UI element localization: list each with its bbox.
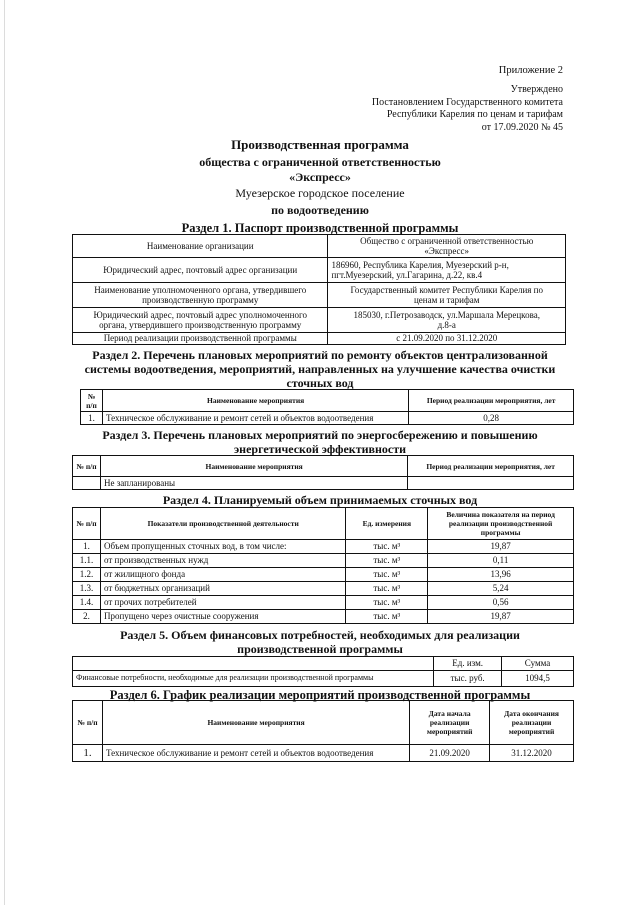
table-cell	[328, 235, 566, 258]
table-cell: от бюджетных организаций	[100, 582, 345, 596]
table-row	[73, 308, 566, 333]
table-row	[81, 412, 574, 425]
col-header: Наименование мероприятия	[102, 390, 408, 412]
table-row	[73, 745, 574, 762]
table-cell: тыс. руб.	[434, 671, 502, 687]
table-cell: Не запланированы	[100, 477, 407, 490]
cell-line: органа, утвердившего производственную программу	[99, 320, 302, 330]
table-cell: Пропущено через очистные сооружения	[100, 610, 345, 624]
cell-line: ценам и тарифам	[413, 295, 480, 305]
table-row	[73, 610, 574, 624]
section2-heading	[0, 348, 640, 390]
approval-block	[372, 84, 563, 134]
table-cell: Техническое обслуживание и ремонт сетей и объектов водоотведения	[102, 412, 408, 425]
heading-line: системы водоотведения, мероприятий, направленных на улучшение качества очистки	[84, 362, 556, 376]
schedule-table	[72, 700, 574, 762]
col-header: Наименование мероприятия	[100, 456, 407, 477]
table-cell: Юридический адрес, почтовый адрес организации	[73, 258, 328, 283]
table-cell: тыс. м³	[346, 554, 428, 568]
col-header: Сумма	[502, 657, 574, 671]
table-cell: 31.12.2020	[490, 745, 574, 762]
section6-heading: Раздел 6. График реализации мероприятий производственной программы	[109, 688, 531, 702]
financial-needs-table	[72, 656, 574, 687]
energy-measures-table	[72, 455, 574, 490]
table-cell: 19,87	[428, 540, 574, 554]
table-cell: тыс. м³	[346, 540, 428, 554]
table-header-row	[73, 701, 574, 745]
table-cell: Наименование организации	[73, 235, 328, 258]
table-cell: 19,87	[428, 610, 574, 624]
cell-line: 185030, г.Петрозаводск, ул.Маршала Мерецкова,	[353, 309, 540, 320]
table-cell: тыс. м³	[346, 582, 428, 596]
cell-line: Юридический адрес, почтовый адрес уполномоченного	[93, 309, 307, 320]
table-cell: от жилищного фонда	[100, 568, 345, 582]
table-cell: 13,96	[428, 568, 574, 582]
approval-line: Республики Карелия по ценам и тарифам	[386, 109, 563, 120]
table-row	[73, 258, 566, 283]
approved-label: Утверждено	[510, 84, 563, 95]
approval-line: Постановлением Государственного комитета	[371, 96, 563, 108]
table-cell: 5,24	[428, 582, 574, 596]
section1-heading: Раздел 1. Паспорт производственной программы	[181, 221, 459, 235]
col-header: Ед. измерения	[346, 508, 428, 540]
col-header: Ед. изм.	[434, 657, 502, 671]
table-header-row	[73, 456, 574, 477]
table-cell: 2.	[73, 610, 101, 624]
table-cell: от производственных нужд	[100, 554, 345, 568]
table-cell	[328, 308, 566, 333]
cell-line: производственную программу	[142, 295, 259, 305]
appendix-label: Приложение 2	[498, 65, 563, 76]
table-cell: 0,56	[428, 596, 574, 610]
col-header: Величина показателя на период реализации производственной программы	[428, 508, 574, 540]
table-cell: 1.4.	[73, 596, 101, 610]
section4-heading: Раздел 4. Планируемый объем принимаемых сточных вод	[162, 493, 478, 507]
table-row	[73, 477, 574, 490]
col-header: Период реализации мероприятия, лет	[409, 390, 574, 412]
title-service: по водоотведению	[271, 203, 369, 217]
cell-line: «Экспресс»	[424, 246, 470, 256]
table-row	[73, 582, 574, 596]
table-cell: 1.	[73, 745, 103, 762]
col-header: № п/п	[73, 456, 101, 477]
heading-line: Раздел 5. Объем финансовых потребностей, необходимых для реализации	[120, 628, 520, 642]
table-cell: 1094,5	[502, 671, 574, 687]
cell-line: Государственный комитет Республики Карелия по	[350, 284, 543, 295]
col-header: Показатели производственной деятельности	[100, 508, 345, 540]
table-row	[73, 333, 566, 345]
col-header: Дата окончания реализации мероприятий	[490, 701, 574, 745]
table-header-row	[81, 390, 574, 412]
document-title: Производственная программа	[231, 137, 409, 152]
cell-line: пгт.Муезерский, ул.Гагарина, д.22, кв.4	[331, 270, 483, 280]
table-cell: Финансовые потребности, необходимые для реализации производственной программы	[73, 671, 434, 687]
table-cell: тыс. м³	[346, 610, 428, 624]
table-cell	[328, 258, 566, 283]
table-cell: Период реализации производственной программы	[73, 333, 328, 345]
table-cell: 1.	[73, 540, 101, 554]
table-row	[73, 671, 574, 687]
heading-line: Раздел 2. Перечень плановых мероприятий по ремонту объектов централизованной	[92, 348, 548, 362]
table-cell	[73, 283, 328, 308]
table-cell: от прочих потребителей	[100, 596, 345, 610]
table-header-row	[73, 508, 574, 540]
table-cell	[73, 657, 434, 671]
table-row	[73, 235, 566, 258]
table-row	[73, 568, 574, 582]
section3-heading	[0, 428, 640, 456]
table-cell	[328, 283, 566, 308]
cell-line: 186960, Республика Карелия, Муезерский р-н,	[331, 259, 509, 270]
table-row	[73, 540, 574, 554]
table-cell: 0,28	[409, 412, 574, 425]
col-header: № п/п	[81, 390, 103, 412]
col-header: Наименование мероприятия	[102, 701, 409, 745]
table-cell	[408, 477, 574, 490]
table-cell	[73, 308, 328, 333]
table-header-row	[73, 657, 574, 671]
table-cell: тыс. м³	[346, 568, 428, 582]
title-org-name: «Экспресс»	[289, 170, 351, 184]
table-cell: 1.1.	[73, 554, 101, 568]
heading-line: энергетической эффективности	[233, 442, 407, 456]
approval-line: от 17.09.2020 № 45	[481, 121, 563, 133]
table-cell: 0,11	[428, 554, 574, 568]
cell-line: д.8-а	[437, 320, 456, 330]
title-settlement: Муезерское городское поселение	[235, 186, 405, 200]
table-cell: Объем пропущенных сточных вод, в том числе:	[100, 540, 345, 554]
table-row	[73, 596, 574, 610]
heading-line: сточных вод	[286, 376, 354, 390]
passport-table	[72, 234, 566, 345]
wastewater-volume-table	[72, 507, 574, 624]
title-org-line: общества с ограниченной ответственностью	[199, 155, 441, 169]
cell-line: Общество с ограниченной ответственностью	[360, 235, 534, 246]
table-row	[73, 283, 566, 308]
table-cell: Техническое обслуживание и ремонт сетей и объектов водоотведения	[102, 745, 409, 762]
table-cell: 1.	[81, 412, 103, 425]
col-header: № п/п	[73, 508, 101, 540]
table-cell: 1.3.	[73, 582, 101, 596]
table-cell: 1.2.	[73, 568, 101, 582]
table-cell: тыс. м³	[346, 596, 428, 610]
cell-line: Наименование уполномоченного органа, утвердившего	[94, 284, 307, 295]
table-row	[73, 554, 574, 568]
table-cell: с 21.09.2020 по 31.12.2020	[328, 333, 566, 345]
repair-measures-table	[80, 389, 574, 425]
col-header: Период реализации мероприятия, лет	[408, 456, 574, 477]
section5-heading	[0, 628, 640, 656]
col-header: Дата начала реализации мероприятий	[410, 701, 490, 745]
table-cell	[73, 477, 101, 490]
heading-line: Раздел 3. Перечень плановых мероприятий по энергосбережению и повышению	[102, 428, 538, 442]
table-cell: 21.09.2020	[410, 745, 490, 762]
col-header: № п/п	[73, 701, 103, 745]
heading-line: производственной программы	[237, 642, 403, 656]
